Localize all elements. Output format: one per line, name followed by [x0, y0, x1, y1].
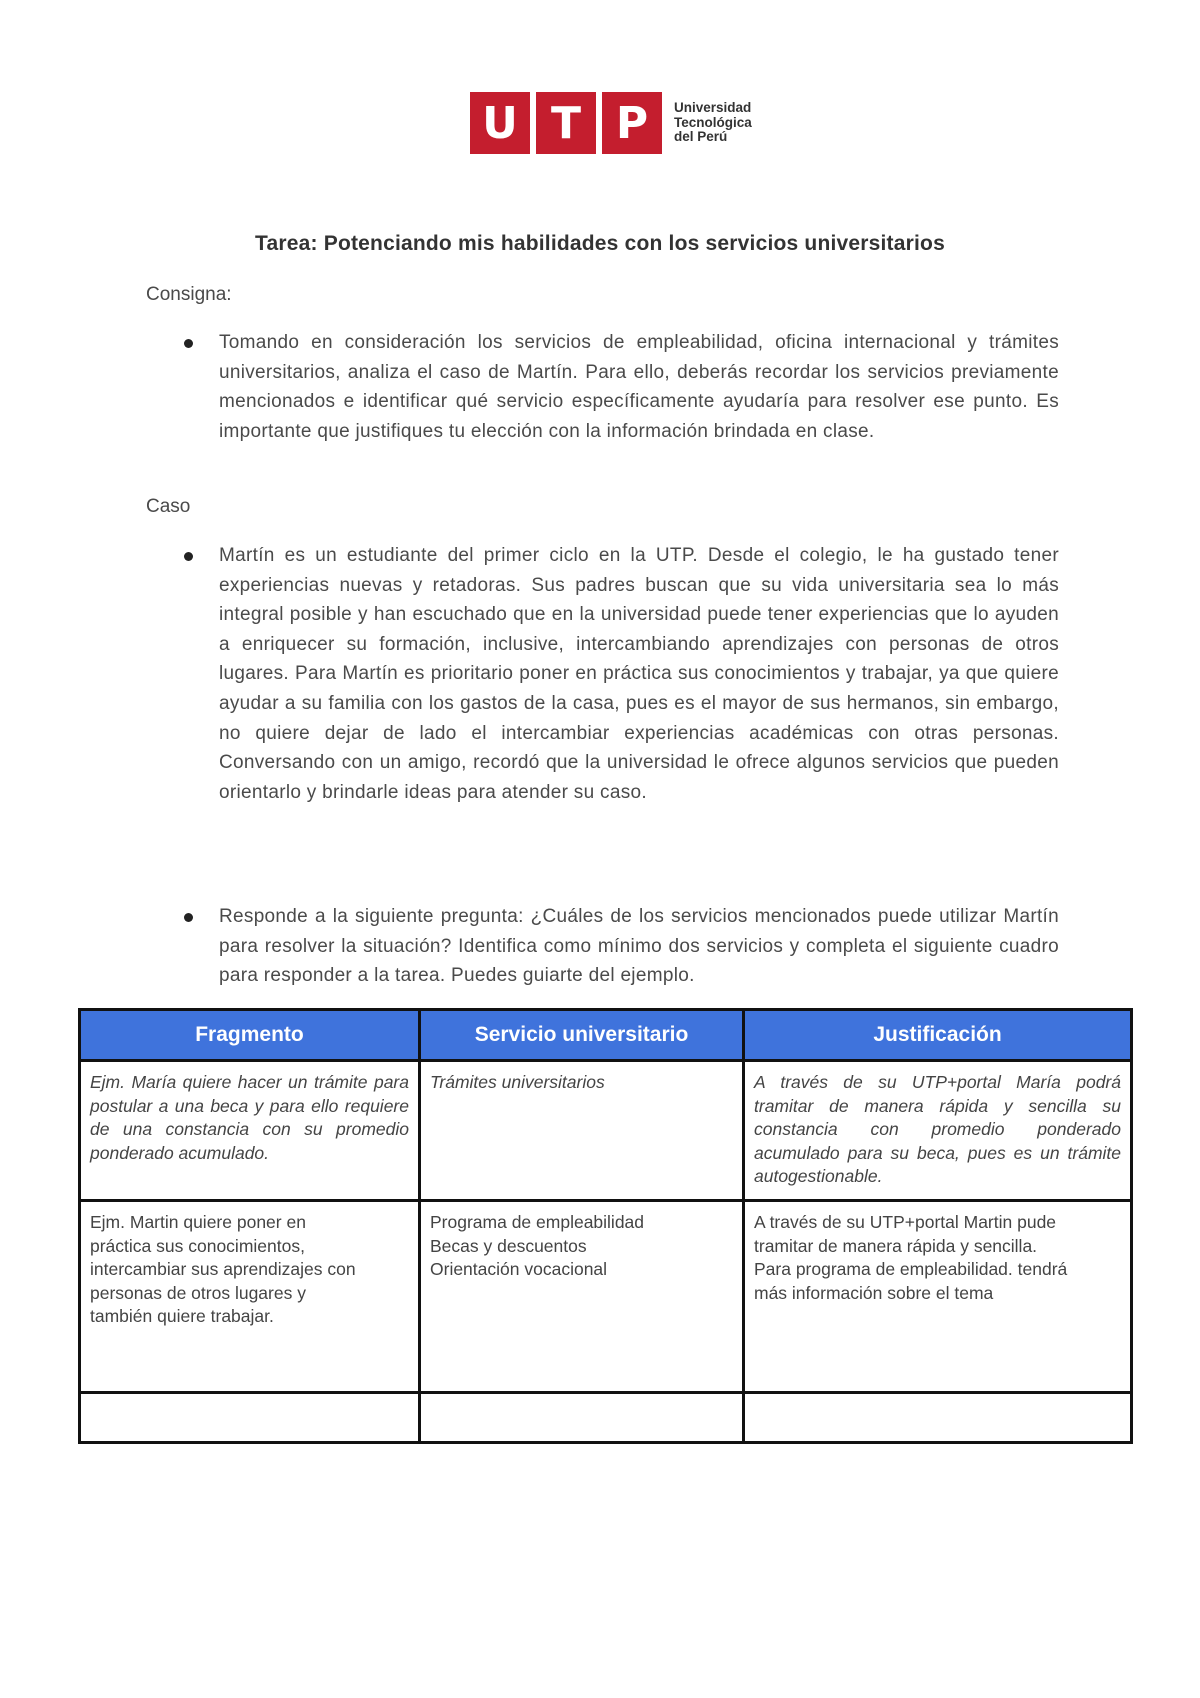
header-servicio: Servicio universitario	[420, 1010, 744, 1061]
cell-servicio-answer[interactable]: Programa de empleabilidad Becas y descuentos Orientación vocacional	[420, 1201, 744, 1393]
header-justificacion: Justificación	[744, 1010, 1132, 1061]
bullet-dot	[184, 913, 193, 922]
table-row-answer	[80, 1201, 1132, 1393]
cell-empty-justificacion[interactable]	[744, 1393, 1132, 1443]
utp-logo	[470, 92, 752, 154]
bullet-dot	[184, 552, 193, 561]
logo-letter-u: U	[482, 97, 518, 149]
logo-letter-p: P	[615, 97, 649, 149]
logo-university-name: Universidad Tecnológica del Perú	[674, 100, 752, 145]
consigna-label: Consigna:	[146, 284, 232, 305]
caso-label: Caso	[146, 496, 191, 517]
cell-empty-servicio[interactable]	[420, 1393, 744, 1443]
cell-fragmento-example: Ejm. María quiere hacer un trámite para postular a una beca y para ello requiere de una constancia con su promedio ponderado acumulado.	[80, 1061, 420, 1201]
logo-letter-t: T	[550, 97, 581, 149]
table-row-example	[80, 1061, 1132, 1201]
bullet-dot	[184, 339, 193, 348]
cell-fragmento-answer[interactable]: Ejm. Martin quiere poner en práctica sus conocimientos, intercambiar sus aprendizajes con personas de otros lugares y también quiere trabajar.	[80, 1201, 420, 1393]
table-header-row	[80, 1010, 1132, 1061]
header-fragmento: Fragmento	[80, 1010, 420, 1061]
cell-justificacion-example: A través de su UTP+portal María podrá tramitar de manera rápida y sencilla su constancia con promedio ponderado acumulado para su beca, pues es un trámite autogestionable.	[744, 1061, 1132, 1201]
cell-empty-fragmento[interactable]	[80, 1393, 420, 1443]
page-title: Tarea: Potenciando mis habilidades con los servicios universitarios	[255, 232, 945, 255]
pregunta-bullet: Responde a la siguiente pregunta: ¿Cuáles de los servicios mencionados puede utilizar Martín para resolver la situación? Identifica como mínimo dos servicios y completa el siguiente cuadro para responder a la tarea. Puedes guiarte del ejemplo.	[219, 906, 1059, 987]
caso-bullet: Martín es un estudiante del primer ciclo en la UTP. Desde el colegio, le ha gustado tener experiencias nuevas y retadoras. Sus padres buscan que su vida universitaria sea lo más integral posible y han escuchado que en la universidad puede tener experiencias que lo ayuden a enriquecer su formación, inclusive, intercambiando aprendizajes con personas de otros lugares. Para Martín es prioritario poner en práctica sus conocimientos y trabajar, ya que quiere ayudar a su familia con los gastos de la casa, pues es el mayor de sus hermanos, sin embargo, no quiere dejar de lado el intercambiar experiencias académicas con otras personas. Conversando con un amigo, recordó que la universidad le ofrece algunos servicios que pueden orientarlo y brindarle ideas para atender su caso.	[219, 545, 1059, 803]
table-row-empty	[80, 1393, 1132, 1443]
services-table	[78, 1008, 1133, 1444]
cell-servicio-example: Trámites universitarios	[420, 1061, 744, 1201]
consigna-bullet: Tomando en consideración los servicios de empleabilidad, oficina internacional y trámites universitarios, analiza el caso de Martín. Para ello, deberás recordar los servicios previamente mencionados e identificar qué servicio específicamente ayudaría para resolver ese punto. Es importante que justifiques tu elección con la información brindada en clase.	[219, 332, 1059, 442]
utp-logo-mark	[470, 92, 662, 154]
cell-justificacion-answer[interactable]: A través de su UTP+portal Martin pude tramitar de manera rápida y sencilla. Para programa de empleabilidad. tendrá más información sobre el tema	[744, 1201, 1132, 1393]
